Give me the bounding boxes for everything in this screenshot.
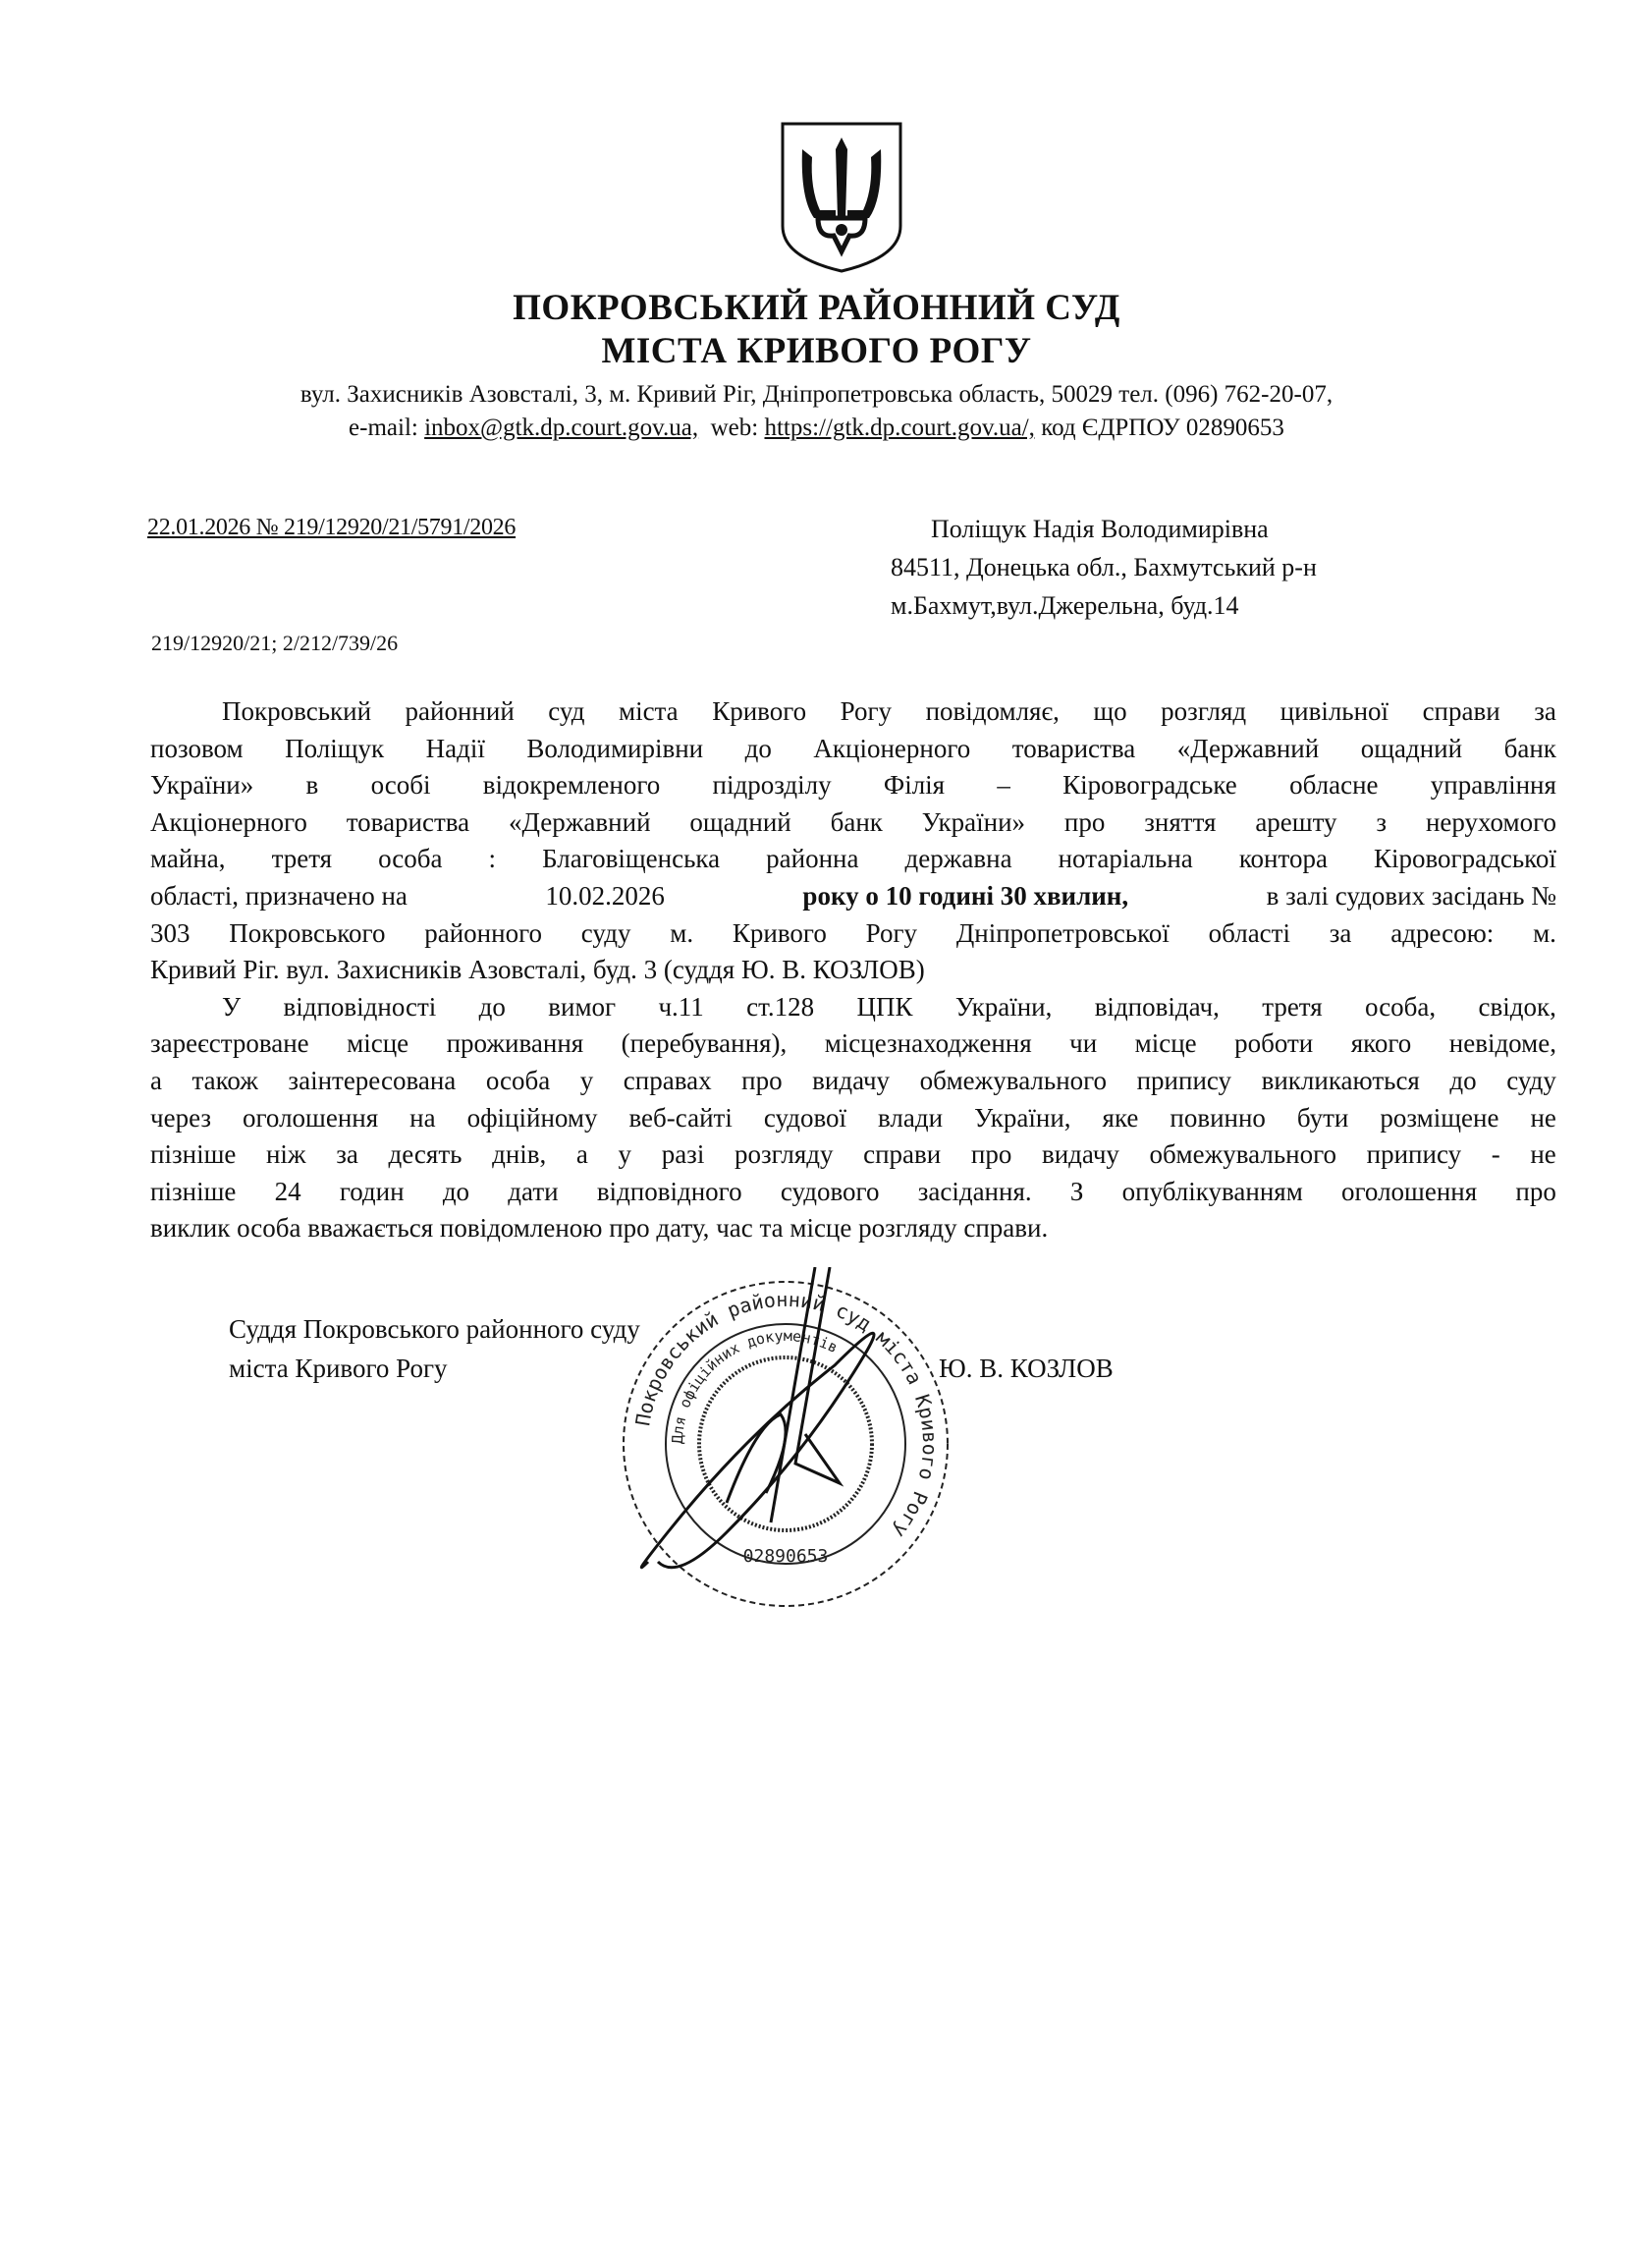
word: відокремленого [482,770,661,801]
word: видачу [1041,1139,1119,1170]
email-label: e-mail: [349,415,425,441]
body-line [150,1174,1556,1211]
word: повідомленою [439,1213,610,1244]
word: – [997,770,1010,801]
word: про [741,1065,783,1095]
signatory-name: Ю. В. КОЗЛОВ [939,1354,1114,1383]
word: видачу [812,1065,891,1095]
word: влади [878,1102,944,1133]
edrpou-code: код ЄДРПОУ 02890653 [1034,415,1284,441]
body-line [150,804,1556,842]
word: 24 [274,1176,301,1206]
word: опублікуванням [1121,1176,1303,1206]
word: Благовіщенська [542,844,721,874]
word: ощадний [689,806,791,837]
body-line [150,1025,1556,1063]
body-line [150,1100,1556,1137]
word: підрозділу [712,770,832,801]
word: на [409,1102,436,1133]
word: управління [1430,770,1556,801]
word: обласне [1289,770,1379,801]
word: припису [1136,1065,1232,1095]
word: Кривого [732,917,827,948]
word: у [579,1065,594,1095]
word: районного [424,917,542,948]
word: Рогу [840,696,893,726]
word: Захисників [336,955,468,985]
word: не [1530,1139,1556,1170]
word: області [1208,917,1290,948]
word: КОЗЛОВ) [812,955,925,985]
letter-body [150,693,1556,1247]
word: також [191,1065,258,1095]
word: чи [1069,1028,1098,1059]
word: до [1449,1065,1477,1095]
word: Володимирівни [526,733,704,763]
word: України, [954,991,1053,1022]
word: товариства [1011,733,1136,763]
word: Ріг. [243,955,287,985]
word: Акціонерного [813,733,971,763]
word: яке [1102,1102,1139,1133]
word: веб-сайті [628,1102,733,1133]
word: справи [1422,696,1500,726]
court-name-line2: МІСТА КРИВОГО РОГУ [601,331,1032,371]
hearing-line [150,878,1556,915]
body-line [150,841,1556,878]
word: України» [150,770,254,801]
outgoing-date-number: 22.01.2026 № 219/12920/21/5791/2026 [147,515,517,540]
word: що [1093,696,1127,726]
word: цивільної [1279,696,1389,726]
web-label: web: [698,415,765,441]
word: Акціонерного [150,806,307,837]
recipient-address-line2: м.Бахмут,вул.Джерельна, буд.14 [891,591,1239,620]
word: суду [580,917,631,948]
word: міста [618,696,679,726]
word: невідоме, [1448,1028,1556,1059]
signatory-position-line1: Суддя Покровського районного суду [229,1314,640,1344]
word: ст.128 [746,991,815,1022]
word: пізніше [150,1139,237,1170]
word: адресою: [1390,917,1495,948]
word: до [442,1176,470,1206]
word: обмежувального [919,1065,1108,1095]
signatory-position-line2: міста Кривого Рогу [229,1354,448,1383]
word: виклик [150,1213,238,1244]
word: вважається [307,1213,440,1244]
word: ніж [265,1139,306,1170]
word: Кіровоградської [1373,844,1556,874]
stamp-outer-text: Покровський районний суд міста Кривого Рогу [630,1287,943,1543]
word: особа [378,844,443,874]
word: нерухомого [1425,806,1556,837]
word: справи [863,1139,942,1170]
word: розміщене [1380,1102,1499,1133]
word: повинно [1170,1102,1266,1133]
word: майна, [150,844,226,874]
word: Ю. [740,955,783,985]
word: годин [339,1176,405,1206]
stamp-code: 02890653 [742,1546,829,1567]
word: Покровський [222,696,372,726]
body-line [150,1136,1556,1174]
word: Надії [425,733,485,763]
word: відповідності [283,991,437,1022]
body-line [150,731,1556,768]
word: засідання. [917,1176,1032,1206]
word: Кіровоградське [1062,770,1237,801]
body-line [150,693,1556,731]
word: Поліщук [285,733,385,763]
word: позовом [150,733,244,763]
word: днів, [492,1139,547,1170]
word: В. [782,955,813,985]
body-line [150,952,1556,989]
word: Кривий [150,955,244,985]
word: 303 [150,917,191,948]
word: пізніше [150,1176,237,1206]
word: (перебування), [621,1028,788,1059]
word: місце [789,1213,859,1244]
word: особа [237,1213,308,1244]
word: проживання [446,1028,584,1059]
word: нотаріальна [1058,844,1193,874]
word: викликаються [1261,1065,1420,1095]
word: Кривого [712,696,807,726]
word: з [1376,806,1388,837]
word: районний [405,696,515,726]
word: розгляд [1161,696,1247,726]
word: м. [670,917,694,948]
word: вимог [548,991,617,1022]
recipient-address-line1: 84511, Донецька обл., Бахмутський р-н [891,553,1317,581]
word: заінтересована [288,1065,457,1095]
word: Азовсталі, [468,955,593,985]
word: «Державний [509,806,651,837]
word: бути [1296,1102,1349,1133]
word: якого [1350,1028,1412,1059]
word: відповідач, [1094,991,1220,1022]
word: України» [921,806,1026,837]
body-line [150,989,1556,1026]
word: контора [1238,844,1328,874]
word: припису [1366,1139,1462,1170]
word: судової [763,1102,847,1133]
word: у [618,1139,632,1170]
word: місце [347,1028,409,1059]
word: : [488,844,497,874]
case-reference: 219/12920/21; 2/212/739/26 [151,631,399,655]
word: справах [623,1065,712,1095]
word: та [759,1213,790,1244]
court-contacts [0,415,1633,442]
word: «Державний [1176,733,1320,763]
hearing-date: 10.02.2026 [545,880,665,911]
word: за [1534,696,1556,726]
word: відповідного [596,1176,742,1206]
word: про [1063,806,1106,837]
word: 3 [643,955,664,985]
word: розгляду [734,1139,834,1170]
word: Філія [883,770,946,801]
word: дату, [656,1213,717,1244]
word: зняття [1144,806,1217,837]
word: справи. [963,1213,1049,1244]
word: оголошення [243,1102,379,1133]
word: суд [548,696,585,726]
word: банк [830,806,883,837]
word: роботи [1234,1028,1314,1059]
word: оголошення [1341,1176,1478,1206]
word: Покровського [229,917,386,948]
word: за [336,1139,358,1170]
word: товариства [346,806,470,837]
word: Дніпропетровської [955,917,1170,948]
word: десять [388,1139,463,1170]
word: особа [485,1065,551,1095]
word: повідомляє, [925,696,1060,726]
word: вул. [286,955,337,985]
word: за [1329,917,1352,948]
stamp-inner-text: Для офіційних документів [668,1326,842,1445]
word: державна [904,844,1012,874]
word: час [716,1213,760,1244]
word: про [609,1213,657,1244]
word: судового [780,1176,880,1206]
word: ч.11 [658,991,704,1022]
hearing-time: року о 10 годині 30 хвилин, [802,880,1129,911]
word: З [1069,1176,1084,1206]
word: разі [661,1139,705,1170]
word: а [150,1065,162,1095]
court-seal-stamp [609,1267,962,1621]
word: не [1530,1102,1556,1133]
word: суду [1506,1065,1556,1095]
word: районна [766,844,859,874]
word: місцезнаходження [824,1028,1032,1059]
body-line [150,915,1556,953]
word: офіційному [466,1102,598,1133]
word: про [1515,1176,1556,1206]
body-line [150,1210,1556,1247]
word: України, [974,1102,1071,1133]
word: арешту [1255,806,1337,837]
word: в [305,770,319,801]
body-line [150,767,1556,804]
hearing-prefix: області, призначено на [150,880,408,911]
word: через [150,1102,212,1133]
word: до [744,733,772,763]
word: особі [370,770,431,801]
email-link[interactable]: inbox@gtk.dp.court.gov.ua, [424,415,699,441]
web-link[interactable]: https://gtk.dp.court.gov.ua/, [764,415,1035,441]
word: буд. [592,955,644,985]
word: а [575,1139,588,1170]
hearing-suffix: в залі судових засідань № [1266,880,1556,911]
court-address: вул. Захисників Азовсталі, 3, м. Кривий Ріг, Дніпропетровська область, 50029 тел. (096) 762-20-07, [299,381,1334,408]
word: обмежувального [1149,1139,1336,1170]
body-line [150,1063,1556,1100]
word: третя [1262,991,1323,1022]
word: місце [1134,1028,1197,1059]
word: - [1491,1139,1500,1170]
court-name-line1: ПОКРОВСЬКИЙ РАЙОННИЙ СУД [513,288,1120,328]
word: ЦПК [856,991,913,1022]
coat-of-arms-trident-icon [779,120,904,275]
word: про [970,1139,1012,1170]
word: свідок, [1478,991,1556,1022]
word: особа, [1365,991,1437,1022]
word: ощадний [1360,733,1463,763]
word: У [222,991,242,1022]
word: розгляду [858,1213,964,1244]
word: третя [271,844,333,874]
word: Рогу [865,917,918,948]
recipient-name: Поліщук Надія Володимирівна [931,515,1269,543]
word: м. [1533,917,1556,948]
word: банк [1503,733,1556,763]
word: (суддя [663,955,741,985]
word: дати [508,1176,559,1206]
word: зареєстроване [150,1028,309,1059]
word: до [478,991,506,1022]
